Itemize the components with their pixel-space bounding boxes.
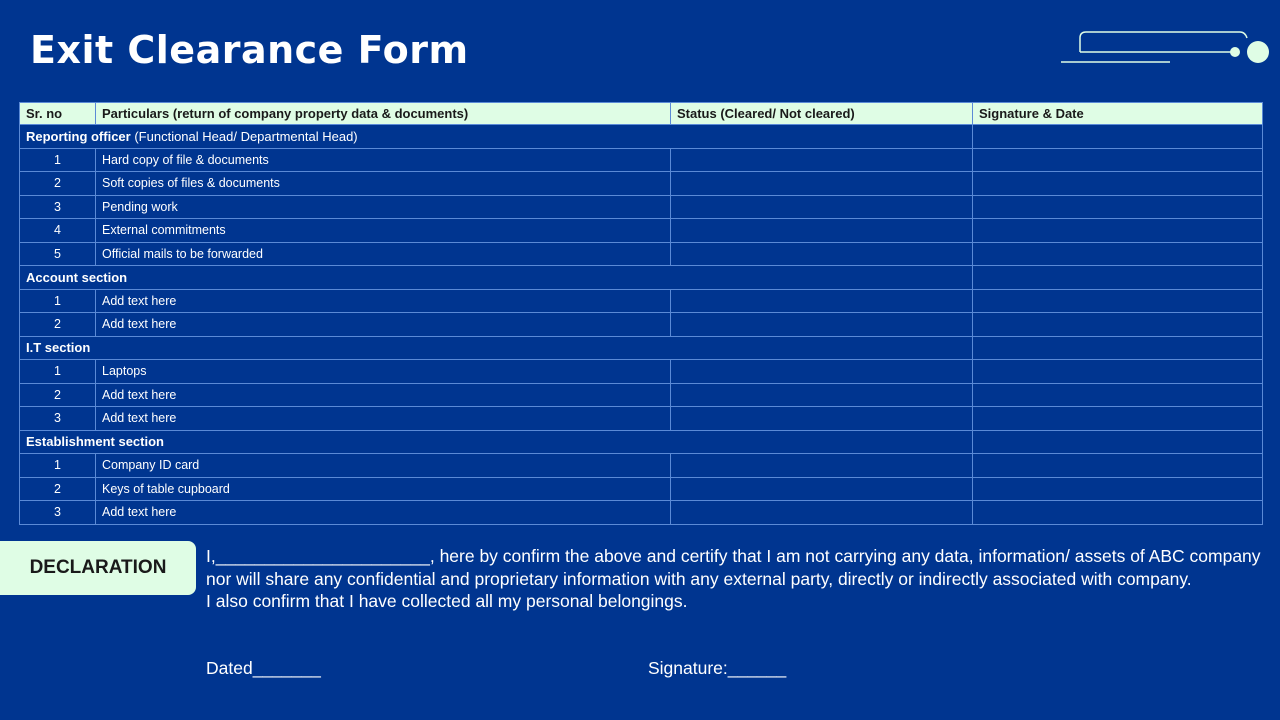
section-row-establishment — [20, 430, 1263, 454]
header-status: Status (Cleared/ Not cleared) — [671, 103, 973, 125]
section-title: Establishment section — [20, 430, 973, 454]
status-cell[interactable] — [671, 242, 973, 266]
sr-cell: 3 — [20, 195, 96, 219]
particular-cell: Add text here — [96, 407, 671, 431]
dated-field[interactable]: Dated_______ — [206, 658, 321, 678]
signature-cell[interactable] — [973, 266, 1263, 290]
status-cell[interactable] — [671, 313, 973, 337]
particular-cell: Add text here — [96, 289, 671, 313]
signature-cell[interactable] — [973, 477, 1263, 501]
table-row — [20, 172, 1263, 196]
header-sr-no: Sr. no — [20, 103, 96, 125]
table-row — [20, 383, 1263, 407]
sr-cell: 4 — [20, 219, 96, 243]
section-title: I.T section — [20, 336, 973, 360]
table-row — [20, 195, 1263, 219]
declaration-text — [206, 545, 1261, 613]
table-row — [20, 477, 1263, 501]
signature-cell[interactable] — [973, 313, 1263, 337]
status-cell[interactable] — [671, 195, 973, 219]
particular-cell: Add text here — [96, 501, 671, 525]
status-cell[interactable] — [671, 360, 973, 384]
particular-cell: Official mails to be forwarded — [96, 242, 671, 266]
sr-cell: 1 — [20, 148, 96, 172]
table-row — [20, 219, 1263, 243]
section-row-account — [20, 266, 1263, 290]
signature-cell[interactable] — [973, 360, 1263, 384]
sr-cell: 1 — [20, 289, 96, 313]
status-cell[interactable] — [671, 383, 973, 407]
sr-cell: 5 — [20, 242, 96, 266]
sr-cell: 3 — [20, 501, 96, 525]
particular-cell: Keys of table cupboard — [96, 477, 671, 501]
table-header-row — [20, 103, 1263, 125]
signature-cell[interactable] — [973, 219, 1263, 243]
sr-cell: 1 — [20, 360, 96, 384]
signature-cell[interactable] — [973, 172, 1263, 196]
signature-cell[interactable] — [973, 242, 1263, 266]
status-cell[interactable] — [671, 477, 973, 501]
particular-cell: Company ID card — [96, 454, 671, 478]
declaration-label: DECLARATION — [0, 541, 196, 595]
table-row — [20, 313, 1263, 337]
signature-cell[interactable] — [973, 195, 1263, 219]
declaration-paragraph: I,______________________, here by confirm the above and certify that I am not carrying any data, information/ assets of ABC company nor will share any confidential and proprietary information with any external party, directly or indirectly associated with company. — [206, 546, 1261, 589]
header-particulars: Particulars (return of company property data & documents) — [96, 103, 671, 125]
belongings-confirmation: I also confirm that I have collected all my personal belongings. — [206, 591, 688, 611]
clearance-table — [19, 102, 1263, 525]
page-title: Exit Clearance Form — [30, 28, 469, 72]
status-cell[interactable] — [671, 407, 973, 431]
table-row — [20, 360, 1263, 384]
signature-cell[interactable] — [973, 148, 1263, 172]
particular-cell: External commitments — [96, 219, 671, 243]
sr-cell: 1 — [20, 454, 96, 478]
decorative-line-dots-icon — [1055, 28, 1280, 68]
particular-cell: Add text here — [96, 383, 671, 407]
sr-cell: 2 — [20, 172, 96, 196]
status-cell[interactable] — [671, 289, 973, 313]
table-row — [20, 407, 1263, 431]
particular-cell: Add text here — [96, 313, 671, 337]
section-title: Reporting officer (Functional Head/ Departmental Head) — [20, 125, 973, 149]
table-row — [20, 501, 1263, 525]
signature-cell[interactable] — [973, 454, 1263, 478]
particular-cell: Soft copies of files & documents — [96, 172, 671, 196]
header-signature-date: Signature & Date — [973, 103, 1263, 125]
particular-cell: Hard copy of file & documents — [96, 148, 671, 172]
table-row — [20, 289, 1263, 313]
signature-cell[interactable] — [973, 383, 1263, 407]
sr-cell: 2 — [20, 477, 96, 501]
signature-cell[interactable] — [973, 125, 1263, 149]
table-row — [20, 454, 1263, 478]
status-cell[interactable] — [671, 148, 973, 172]
table-row — [20, 148, 1263, 172]
section-title: Account section — [20, 266, 973, 290]
table-row — [20, 242, 1263, 266]
particular-cell: Pending work — [96, 195, 671, 219]
particular-cell: Laptops — [96, 360, 671, 384]
section-row-it — [20, 336, 1263, 360]
signature-cell[interactable] — [973, 501, 1263, 525]
signature-cell[interactable] — [973, 289, 1263, 313]
status-cell[interactable] — [671, 454, 973, 478]
sr-cell: 2 — [20, 383, 96, 407]
signature-field[interactable]: Signature:______ — [648, 658, 787, 678]
status-cell[interactable] — [671, 219, 973, 243]
signature-cell[interactable] — [973, 407, 1263, 431]
section-row-reporting-officer — [20, 125, 1263, 149]
status-cell[interactable] — [671, 501, 973, 525]
signature-cell[interactable] — [973, 336, 1263, 360]
signature-cell[interactable] — [973, 430, 1263, 454]
sr-cell: 2 — [20, 313, 96, 337]
status-cell[interactable] — [671, 172, 973, 196]
sr-cell: 3 — [20, 407, 96, 431]
